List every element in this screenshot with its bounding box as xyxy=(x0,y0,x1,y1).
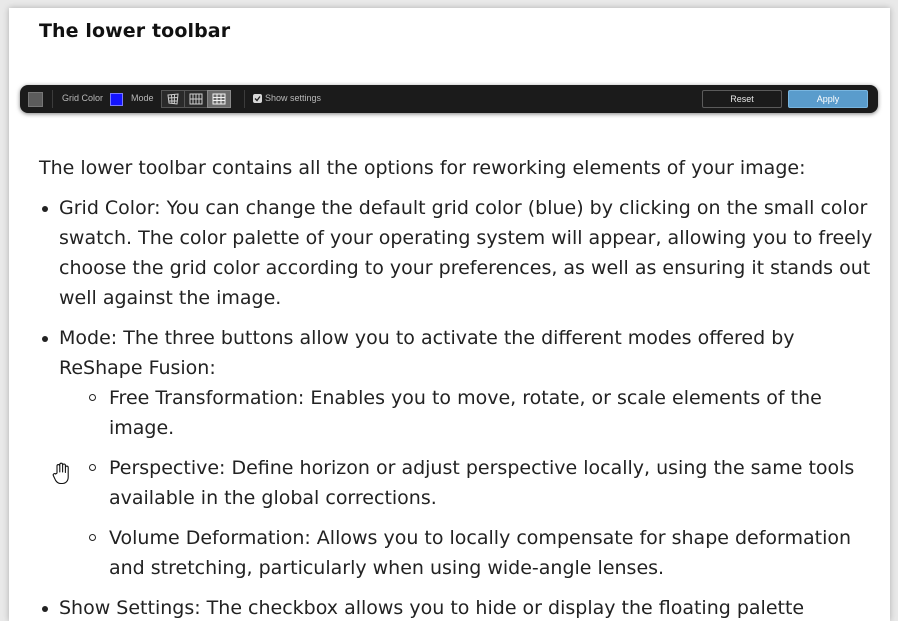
options-list xyxy=(39,193,884,621)
help-page xyxy=(9,8,890,621)
list-item-text: Mode: The three buttons allow you to activate the different modes offered by ReShape Fusion: xyxy=(59,327,795,379)
sublist-item-free-transformation xyxy=(109,383,884,443)
list-item-grid-color xyxy=(59,193,884,313)
checkmark-icon xyxy=(254,95,261,102)
perspective-mode-button xyxy=(184,90,208,108)
sublist-item-text: Free Transformation: Enables you to move, rotate, or scale elements of the image. xyxy=(109,387,822,439)
article-body xyxy=(39,153,884,621)
reset-button: Reset xyxy=(702,90,782,108)
mode-sublist xyxy=(59,383,884,583)
list-item-show-settings xyxy=(59,593,884,621)
perspective-grid-icon xyxy=(189,93,203,105)
toolbar-square-icon xyxy=(28,92,43,107)
sublist-item-text: Perspective: Define horizon or adjust perspective locally, using the same tools available in the global corrections. xyxy=(109,457,855,509)
grid-color-swatch xyxy=(110,93,123,106)
volume-grid-icon xyxy=(212,93,226,105)
free-transform-icon xyxy=(166,93,180,105)
free-transform-mode-button xyxy=(161,90,185,108)
intro-paragraph: The lower toolbar contains all the options for reworking elements of your image: xyxy=(39,157,806,179)
toolbar-divider xyxy=(52,90,53,108)
mode-label: Mode xyxy=(131,93,154,103)
list-item-text: Grid Color: You can change the default grid color (blue) by clicking on the small color swatch. The color palette of your operating system will appear, allowing you to freely choose the grid color according to your preferences, as well as ensuring it stands out well against the image. xyxy=(59,197,873,309)
sublist-item-perspective xyxy=(109,453,884,513)
list-item-text: Show Settings: The checkbox allows you to hide or display the floating palette xyxy=(59,597,805,619)
list-item-mode xyxy=(59,323,884,583)
lower-toolbar-image xyxy=(20,85,878,113)
page-title: The lower toolbar xyxy=(39,20,231,42)
hand-cursor-icon xyxy=(51,462,71,486)
sublist-item-text: Volume Deformation: Allows you to locally compensate for shape deformation and stretching, particularly when using wide-angle lenses. xyxy=(109,527,852,579)
toolbar-divider xyxy=(244,90,245,108)
sublist-item-volume-deformation xyxy=(109,523,884,583)
volume-mode-button xyxy=(207,90,231,108)
grid-color-label: Grid Color xyxy=(62,93,104,103)
mode-buttons xyxy=(161,90,230,108)
apply-button: Apply xyxy=(788,90,868,108)
show-settings-checkbox xyxy=(253,94,262,103)
show-settings-label: Show settings xyxy=(265,93,322,103)
